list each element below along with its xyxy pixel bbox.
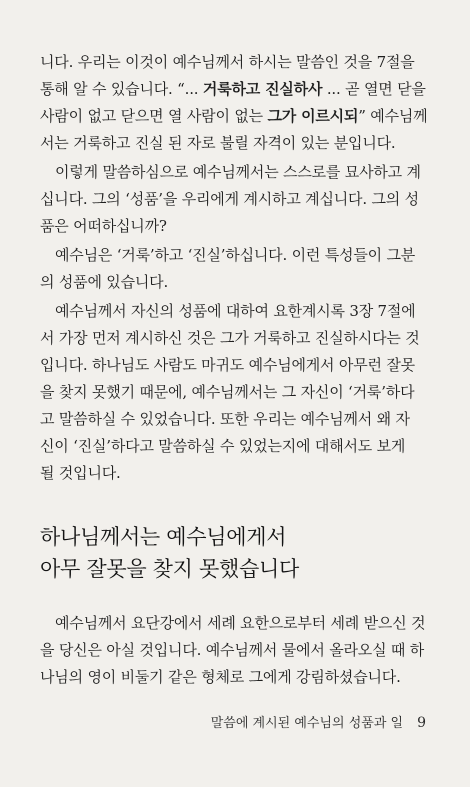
quoted-bold-phrase: 거룩하고 진실하사 (202, 80, 323, 98)
text-line: 을 당신은 아실 것입니다. 예수님께서 물에서 올라오실 때 하 (40, 641, 425, 659)
text-line: 될 것입니다. (40, 464, 121, 482)
text-line: 나님의 영이 비둘기 같은 형체로 그에게 강림하셨습니다. (40, 668, 401, 686)
text-span: 사람이 없고 닫으면 열 사람이 없는 (40, 107, 268, 125)
text-span: ... 곧 열면 닫을 (322, 80, 426, 98)
text-line: 을 찾지 못했기 때문에, 예수님께서는 그 자신이 ‘거룩’하다 (40, 383, 415, 401)
text-line (40, 80, 435, 98)
text-line: 고 말씀하실 수 있었습니다. 또한 우리는 예수님께서 왜 자 (40, 410, 410, 428)
text-line: 예수님께서 요단강에서 세례 요한으로부터 세례 받으신 것 (55, 614, 426, 632)
page-footer (211, 715, 426, 732)
text-line: 입니다. 하나님도 사람도 마귀도 예수님에게서 아무런 잘못 (40, 356, 415, 374)
section-heading-line-2: 아무 잘못을 찾지 못했습니다 (40, 557, 299, 581)
running-title: 말씀에 계시된 예수님의 성품과 일 (210, 716, 404, 731)
text-line: 니다. 우리는 이것이 예수님께서 하시는 말씀인 것을 7절을 (40, 53, 415, 71)
text-line: 품은 어떠하십니까? (40, 217, 167, 235)
page-number: 9 (417, 715, 426, 731)
text-line: 십니다. 그의 ‘성품’을 우리에게 계시하고 계십니다. 그의 성 (40, 190, 419, 208)
text-line: 이렇게 말씀하심으로 예수님께서는 스스로를 묘사하고 계 (55, 163, 421, 181)
text-line: 신이 ‘진실’하다고 말씀하실 수 있었는지에 대해서도 보게 (40, 437, 406, 455)
text-line: 예수님께서 자신의 성품에 대하여 요한계시록 3장 7절에 (55, 302, 416, 320)
text-line (40, 107, 435, 125)
text-span: 통해 알 수 있습니다. “... (40, 80, 203, 98)
text-span: ” 예수님께 (358, 107, 428, 125)
quoted-bold-phrase: 그가 이르시되 (267, 107, 359, 125)
text-line: 의 성품에 있습니다. (40, 273, 169, 291)
text-line: 예수님은 ‘거룩’하고 ‘진실’하십니다. 이런 특성들이 그분 (55, 246, 416, 264)
section-heading-line-1: 하나님께서는 예수님에게서 (40, 525, 287, 549)
text-line: 서는 거룩하고 진실 된 자로 불릴 자격이 있는 분입니다. (40, 134, 396, 152)
text-line: 서 가장 먼저 계시하신 것은 그가 거룩하고 진실하시다는 것 (40, 329, 420, 347)
